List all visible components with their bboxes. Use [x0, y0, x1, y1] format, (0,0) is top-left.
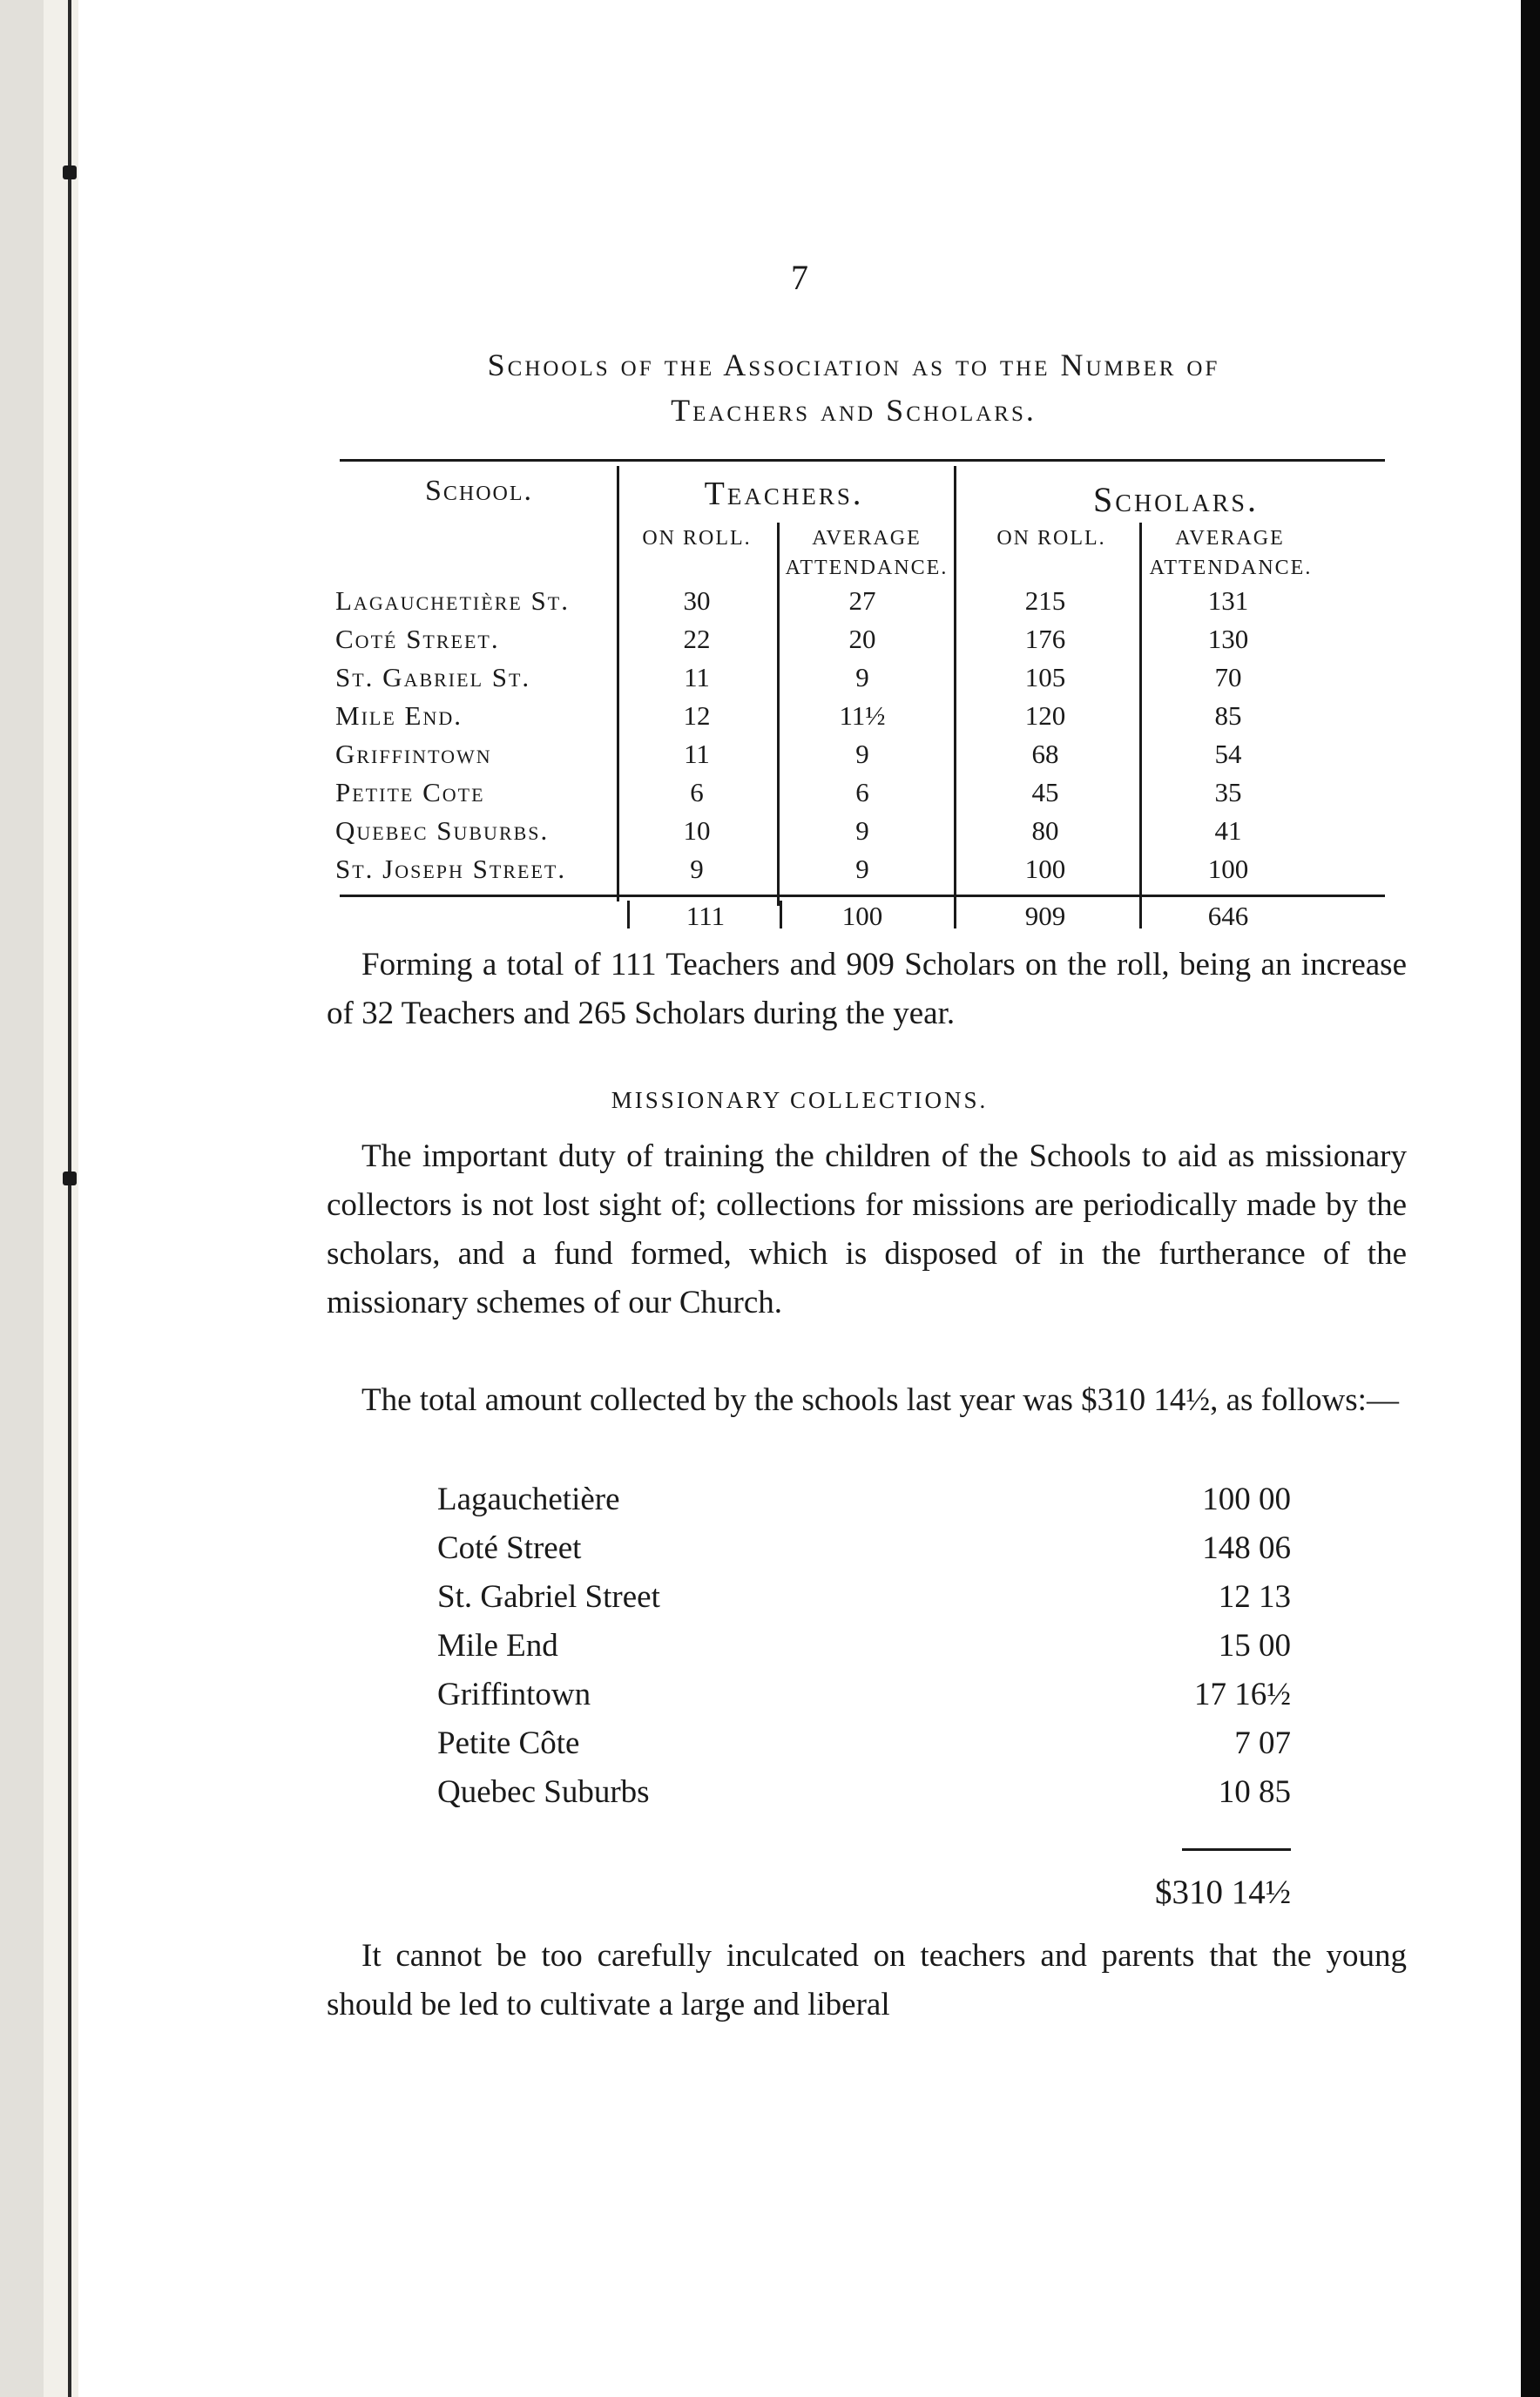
totals-tick — [1139, 901, 1142, 928]
teachers-on-roll: 9 — [690, 854, 704, 884]
school-name: Mile End. — [335, 700, 463, 731]
school-name: Petite Cote — [335, 777, 485, 807]
scholars-on-roll: 120 — [1024, 700, 1066, 731]
collection-school: Quebec Suburbs — [437, 1774, 650, 1810]
school-name: Quebec Suburbs. — [335, 815, 550, 846]
subheader-teachers-attendance: ATTENDANCE. — [785, 557, 949, 579]
teachers-on-roll: 10 — [683, 815, 711, 846]
teachers-average: 9 — [855, 815, 869, 846]
scan-border-right — [1521, 0, 1540, 2397]
missionary-heading: MISSIONARY COLLECTIONS. — [611, 1087, 989, 1113]
collection-school: Coté Street — [437, 1530, 582, 1566]
subheader-scholars-average: AVERAGE — [1175, 527, 1285, 550]
scholars-on-roll: 176 — [1024, 624, 1066, 654]
collection-amount: 12 13 — [1218, 1579, 1291, 1615]
scholars-on-roll: 68 — [1031, 739, 1059, 769]
header-scholars: Scholars. — [1093, 480, 1259, 519]
scholars-on-roll: 105 — [1024, 662, 1066, 692]
teachers-on-roll: 12 — [683, 700, 711, 731]
closing-paragraph: It cannot be too carefully inculcated on teachers and parents that the young should be led to cultivate a large and liberal — [327, 1938, 1407, 2022]
subheader-scholars-on-roll: ON ROLL. — [996, 527, 1106, 550]
page-number: 7 — [791, 258, 808, 297]
totals-tick — [627, 901, 630, 928]
scholars-on-roll: 100 — [1024, 854, 1066, 884]
total-scholars-on-roll: 909 — [1024, 901, 1066, 931]
book-page — [78, 0, 1521, 2397]
teachers-average: 9 — [855, 854, 869, 884]
school-name: St. Gabriel St. — [335, 662, 531, 692]
scholars-average: 100 — [1207, 854, 1249, 884]
collection-amount: 7 07 — [1234, 1725, 1291, 1761]
teachers-average: 9 — [855, 662, 869, 692]
teachers-on-roll: 11 — [684, 662, 710, 692]
subheader-teachers-on-roll: ON ROLL. — [642, 527, 752, 550]
header-school: School. — [424, 475, 534, 507]
teachers-average: 9 — [855, 739, 869, 769]
table-title-line-1: Schools of the Association as to the Number of — [487, 348, 1220, 382]
scholars-average: 70 — [1214, 662, 1242, 692]
total-teachers-average: 100 — [841, 901, 883, 931]
binding-mark — [63, 1171, 77, 1185]
table-bottom-rule — [340, 895, 1385, 897]
table-divider-middle — [954, 466, 956, 901]
collection-total: $310 14½ — [1155, 1874, 1291, 1911]
collection-amount: 100 00 — [1202, 1482, 1291, 1517]
teachers-average: 6 — [855, 777, 869, 807]
scan-margin-left — [0, 0, 44, 2397]
scholars-average: 35 — [1214, 777, 1242, 807]
collection-school: St. Gabriel Street — [437, 1579, 660, 1615]
scholars-on-roll: 80 — [1031, 815, 1059, 846]
subheader-teachers-average: AVERAGE — [812, 527, 922, 550]
teachers-average: 27 — [848, 585, 876, 616]
collection-amount: 15 00 — [1218, 1628, 1291, 1664]
table-top-rule — [340, 459, 1385, 462]
collection-total-rule — [1182, 1848, 1291, 1851]
collection-school: Griffintown — [437, 1677, 591, 1712]
collection-amount: 10 85 — [1218, 1774, 1291, 1810]
teachers-on-roll: 6 — [690, 777, 704, 807]
teachers-on-roll: 11 — [684, 739, 710, 769]
scholars-on-roll: 215 — [1024, 585, 1066, 616]
teachers-on-roll: 30 — [683, 585, 711, 616]
scholars-average: 41 — [1214, 815, 1242, 846]
total-teachers-on-roll: 111 — [686, 901, 726, 931]
teachers-on-roll: 22 — [683, 624, 711, 654]
subheader-scholars-attendance: ATTENDANCE. — [1149, 557, 1313, 579]
table-title-line-2: Teachers and Scholars. — [671, 393, 1037, 428]
scholars-average: 131 — [1207, 585, 1249, 616]
teachers-average: 11½ — [839, 700, 886, 731]
collection-school: Petite Côte — [437, 1725, 580, 1761]
scholars-average: 130 — [1207, 624, 1249, 654]
scholars-on-roll: 45 — [1031, 777, 1059, 807]
totals-tick — [954, 901, 956, 928]
teachers-average: 20 — [848, 624, 876, 654]
binding-line — [68, 0, 71, 2397]
missionary-paragraph: The important duty of training the children of the Schools to aid as missionary collectors is not lost sight of; collections for missions are periodically made by the scholars, and a fund formed, which is disposed of in the furtherance of the missionary schemes of our Church. — [327, 1138, 1407, 1320]
binding-mark — [63, 165, 77, 179]
school-name: Griffintown — [335, 739, 492, 769]
school-name: Coté Street. — [335, 624, 500, 654]
summary-paragraph: Forming a total of 111 Teachers and 909 Scholars on the roll, being an increase of 32 Teachers and 265 Scholars during the year. — [327, 947, 1407, 1031]
scholars-average: 85 — [1214, 700, 1242, 731]
scholars-average: 54 — [1214, 739, 1242, 769]
collection-amount: 17 16½ — [1194, 1677, 1291, 1712]
school-name: St. Joseph Street. — [335, 854, 567, 884]
totals-tick — [780, 901, 782, 928]
total-scholars-average: 646 — [1207, 901, 1249, 931]
header-teachers: Teachers. — [704, 476, 864, 512]
school-name: Lagauchetière St. — [335, 585, 570, 616]
collection-school: Mile End — [437, 1628, 558, 1664]
collection-intro: The total amount collected by the schools last year was $310 14½, as follows:— — [361, 1382, 1399, 1418]
collection-school: Lagauchetière — [437, 1482, 620, 1517]
collection-amount: 148 06 — [1202, 1530, 1291, 1566]
